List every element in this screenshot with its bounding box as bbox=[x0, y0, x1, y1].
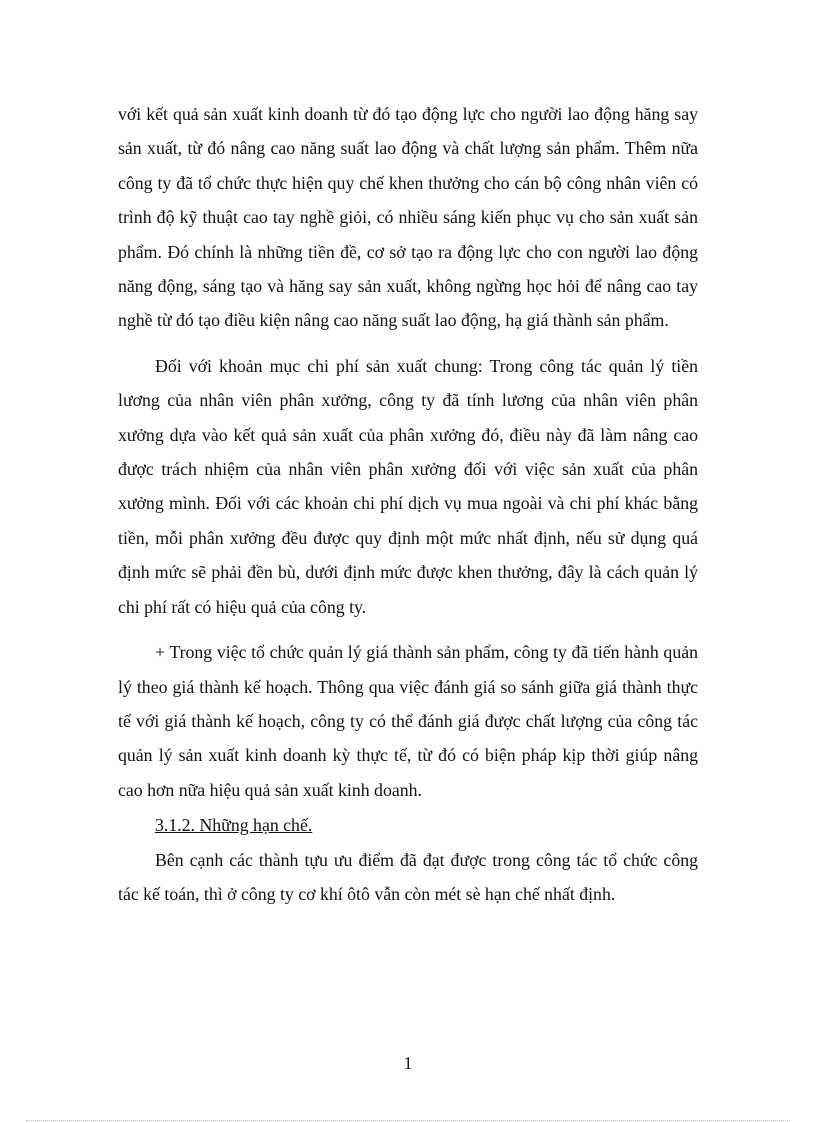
paragraph-limitations: Bên cạnh các thành tựu ưu điểm đã đạt được trong công tác tổ chức công tác kế toán, thì ở công ty cơ khí ôtô vẫn còn mét sè hạn chế nhất định. bbox=[118, 849, 698, 904]
paragraph-continuation: với kết quả sản xuất kinh doanh từ đó tạo động lực cho người lao động hăng say sản xuất, từ đó nâng cao năng suất lao động và chất lượng sản phẩm. Thêm nữa công ty đã tổ chức thực hiện quy chế khen thưởng cho cán bộ công nhân viên có trình độ kỹ thuật cao tay nghề giỏi, có nhiều sáng kiến phục vụ cho sản xuất sản phẩm. Đó chính là những tiền đề, cơ sở tạo ra động lực cho con người lao động năng động, sáng tạo và hăng say sản xuất, không ngừng học hỏi để nâng cao tay nghề từ đó tạo điều kiện nâng cao năng suất lao động, hạ giá thành sản phẩm. bbox=[118, 104, 698, 331]
section-heading: 3.1.2. Những hạn chế. bbox=[155, 815, 313, 836]
page-number: 1 bbox=[403, 1053, 413, 1073]
paragraph-overhead-costs: Đối với khoản mục chi phí sản xuất chung: Trong công tác quản lý tiền lương của nhân viên phân xưởng, công ty đã tính lương của nhân viên phân xưởng dựa vào kết quả sản xuất của phân xưởng đó, điều này đã làm nâng cao được trách nhiệm của nhân viên phân xưởng đối với việc sản xuất của phân xưởng mình. Đối với các khoản chi phí dịch vụ mua ngoài và chi phí khác bằng tiền, mỗi phân xưởng đều được quy định một mức nhất định, nếu sử dụng quá định mức sẽ phải đền bù, dưới định mức được khen thưởng, đây là cách quản lý chi phí rất có hiệu quả của công ty. bbox=[118, 355, 698, 617]
paragraph-cost-management: + Trong việc tổ chức quản lý giá thành sản phẩm, công ty đã tiến hành quản lý theo giá thành kế hoạch. Thông qua việc đánh giá so sánh giữa giá thành thực tế với giá thành kế hoạch, công ty có thể đánh giá được chất lượng của công tác quản lý sản xuất kinh doanh kỳ thực tế, từ đó có biện pháp kịp thời giúp nâng cao hơn nữa hiệu quả sản xuất kinh doanh. bbox=[118, 642, 698, 800]
document-body bbox=[118, 97, 698, 911]
page-bottom-border bbox=[26, 1120, 790, 1121]
